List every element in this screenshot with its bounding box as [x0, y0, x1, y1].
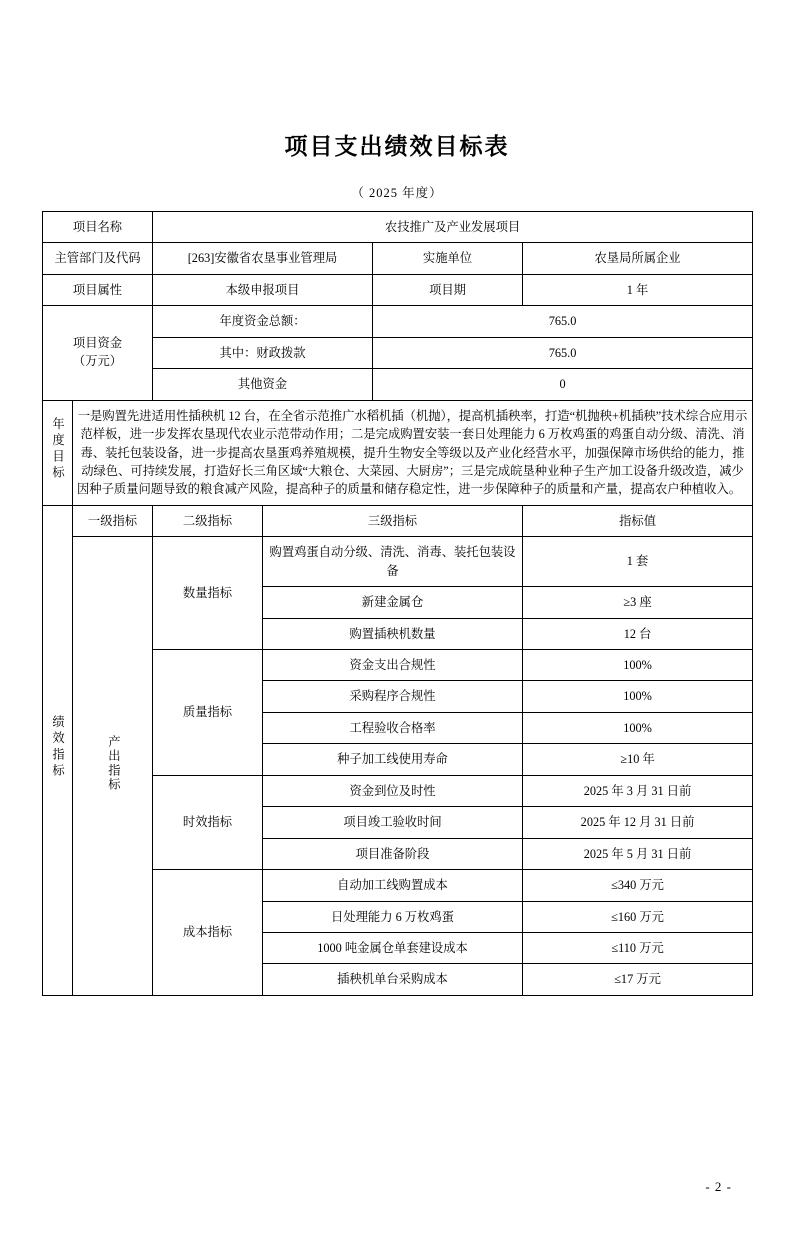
- funds-label-line1: 项目资金: [72, 336, 123, 351]
- performance-indicator-label-text: 绩效指标: [50, 714, 65, 781]
- level3-indicator-name: 购置插秧机数量: [263, 618, 523, 649]
- annual-goal-label-text: 年度目标: [50, 417, 65, 483]
- impl-unit-value: 农垦局所属企业: [523, 243, 753, 274]
- attr-label: 项目属性: [43, 274, 153, 305]
- level3-indicator-name: 资金到位及时性: [263, 775, 523, 806]
- level2-group-cost: 成本指标: [153, 870, 263, 996]
- period-value: 1 年: [523, 274, 753, 305]
- attr-value: 本级申报项目: [153, 274, 373, 305]
- performance-goal-table: [42, 211, 753, 996]
- indicator-value: ≤160 万元: [523, 901, 753, 932]
- funds-label: [43, 306, 153, 400]
- level3-indicator-name: 工程验收合格率: [263, 712, 523, 743]
- funds-total-label: 年度资金总额：: [153, 306, 373, 337]
- indicator-value: 2025 年 3 月 31 日前: [523, 775, 753, 806]
- level3-indicator-name: 采购程序合规性: [263, 681, 523, 712]
- table-row: [43, 212, 753, 243]
- level3-indicator-name: 购置鸡蛋自动分级、清洗、消毒、装托包装设备: [263, 537, 523, 587]
- funds-fiscal-value: 765.0: [373, 337, 753, 368]
- level2-group-quantity: 数量指标: [153, 537, 263, 650]
- dept-value: [263]安徽省农垦事业管理局: [153, 243, 373, 274]
- level3-indicator-name: 插秧机单台采购成本: [263, 964, 523, 995]
- performance-indicator-label: [43, 505, 73, 995]
- indicator-value: 100%: [523, 650, 753, 681]
- period-label: 项目期: [373, 274, 523, 305]
- funds-label-line2: （万元）: [72, 353, 123, 368]
- indicator-value: ≥10 年: [523, 744, 753, 775]
- funds-other-label: 其他资金: [153, 369, 373, 400]
- level3-indicator-name: 项目竣工验收时间: [263, 807, 523, 838]
- column-header-level3: 三级指标: [263, 505, 523, 536]
- level1-output-indicator: [73, 537, 153, 996]
- table-row: [43, 400, 753, 505]
- level3-indicator-name: 资金支出合规性: [263, 650, 523, 681]
- page-title: 项目支出绩效目标表: [284, 134, 510, 159]
- indicator-value: 100%: [523, 681, 753, 712]
- dept-label: 主管部门及代码: [43, 243, 153, 274]
- level1-output-indicator-text: 产出指标: [106, 734, 121, 792]
- indicator-value: 1 套: [523, 537, 753, 587]
- indicator-value: ≤340 万元: [523, 870, 753, 901]
- funds-fiscal-label: 其中：财政拨款: [153, 337, 373, 368]
- table-row: [43, 306, 753, 337]
- table-row: [43, 537, 753, 587]
- level2-group-timeliness: 时效指标: [153, 775, 263, 869]
- table-header-row: [43, 505, 753, 536]
- annual-goal-text: 一是购置先进适用性插秧机 12 台，在全省示范推广水稻机插（机抛），提高机插秧率，打造“机抛秧+机插秧”技术综合应用示范样板，进一步发挥农垦现代农业示范带动作用；二是完成购置安装一套日处理能力 6 万枚鸡蛋的鸡蛋自动分级、清洗、消毒、装托包装设备，进一步提高农垦蛋鸡养殖规模，提升生物安全等级以及产业化经营水平，加强保障市场供给的能力，推动绿色、可持续发展，打造好长三角区域“大粮仓、大菜园、大厨房”；三是完成皖垦种业种子生产加工设备升级改造，减少因种子质量问题导致的粮食减产风险，提高种子的质量和储存稳定性，进一步保障种子的质量和产量，提高农户种植收入。: [73, 400, 753, 505]
- indicator-value: 2025 年 12 月 31 日前: [523, 807, 753, 838]
- level3-indicator-name: 1000 吨金属仓单套建设成本: [263, 932, 523, 963]
- document-page: [0, 128, 794, 1251]
- project-name-label: 项目名称: [43, 212, 153, 243]
- indicator-value: ≤110 万元: [523, 932, 753, 963]
- level3-indicator-name: 项目准备阶段: [263, 838, 523, 869]
- page-number: - 2 -: [705, 1179, 732, 1194]
- column-header-level1: 一级指标: [73, 505, 153, 536]
- level3-indicator-name: 种子加工线使用寿命: [263, 744, 523, 775]
- table-row: [43, 274, 753, 305]
- level3-indicator-name: 新建金属仓: [263, 587, 523, 618]
- table-row: [43, 243, 753, 274]
- column-header-value: 指标值: [523, 505, 753, 536]
- indicator-value: ≥3 座: [523, 587, 753, 618]
- funds-other-value: 0: [373, 369, 753, 400]
- document-year: （ 2025 年度）: [351, 186, 443, 200]
- project-name-value: 农技推广及产业发展项目: [153, 212, 753, 243]
- column-header-level2: 二级指标: [153, 505, 263, 536]
- indicator-value: 100%: [523, 712, 753, 743]
- level2-group-quality: 质量指标: [153, 650, 263, 776]
- level3-indicator-name: 自动加工线购置成本: [263, 870, 523, 901]
- indicator-value: 2025 年 5 月 31 日前: [523, 838, 753, 869]
- indicator-value: ≤17 万元: [523, 964, 753, 995]
- funds-total-value: 765.0: [373, 306, 753, 337]
- annual-goal-label: [43, 400, 73, 505]
- indicator-value: 12 台: [523, 618, 753, 649]
- impl-unit-label: 实施单位: [373, 243, 523, 274]
- level3-indicator-name: 日处理能力 6 万枚鸡蛋: [263, 901, 523, 932]
